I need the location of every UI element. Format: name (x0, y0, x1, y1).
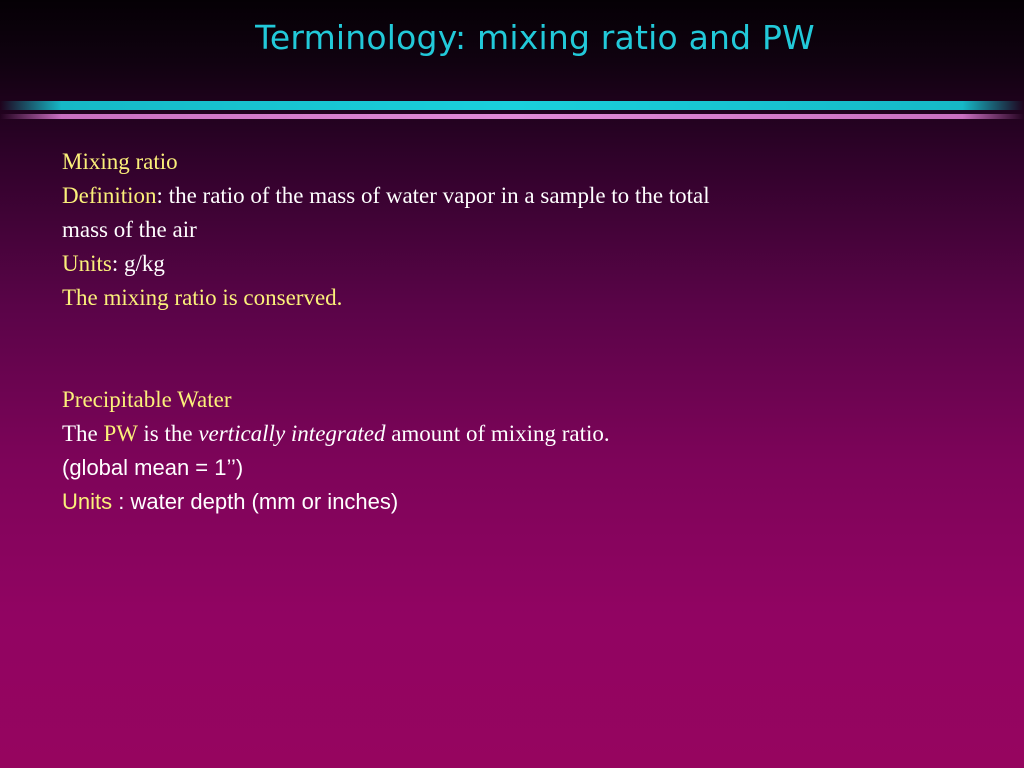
pw-prefix: The (62, 421, 104, 446)
definition-label: Definition (62, 183, 157, 208)
mixing-units-line (62, 247, 882, 281)
mixing-units-label: Units (62, 251, 112, 276)
pw-units-label: Units (62, 489, 113, 514)
section-spacer (62, 315, 882, 383)
pw-italic: vertically integrated (198, 421, 386, 446)
definition-text: : the ratio of the mass of water vapor in a sample to the total (156, 183, 710, 208)
global-mean-line: (global mean = 1’’) (62, 455, 244, 480)
definition-line (62, 179, 882, 213)
conserved-statement: The mixing ratio is conserved. (62, 285, 343, 310)
title-divider-cyan (0, 101, 1024, 110)
title-divider-pink (0, 114, 1024, 119)
slide-body (62, 145, 882, 519)
definition-line-2: mass of the air (62, 217, 197, 242)
pw-label: PW (103, 421, 138, 446)
pw-suffix: amount of mixing ratio. (385, 421, 610, 446)
slide-title: Terminology: mixing ratio and PW (255, 18, 815, 57)
pw-heading: Precipitable Water (62, 387, 232, 412)
pw-definition-line (62, 417, 882, 451)
pw-mid: is the (137, 421, 199, 446)
pw-units-line (62, 485, 882, 519)
pw-units-text: : water depth (mm or inches) (112, 489, 399, 514)
mixing-ratio-heading: Mixing ratio (62, 149, 178, 174)
mixing-units-text: : g/kg (111, 251, 165, 276)
